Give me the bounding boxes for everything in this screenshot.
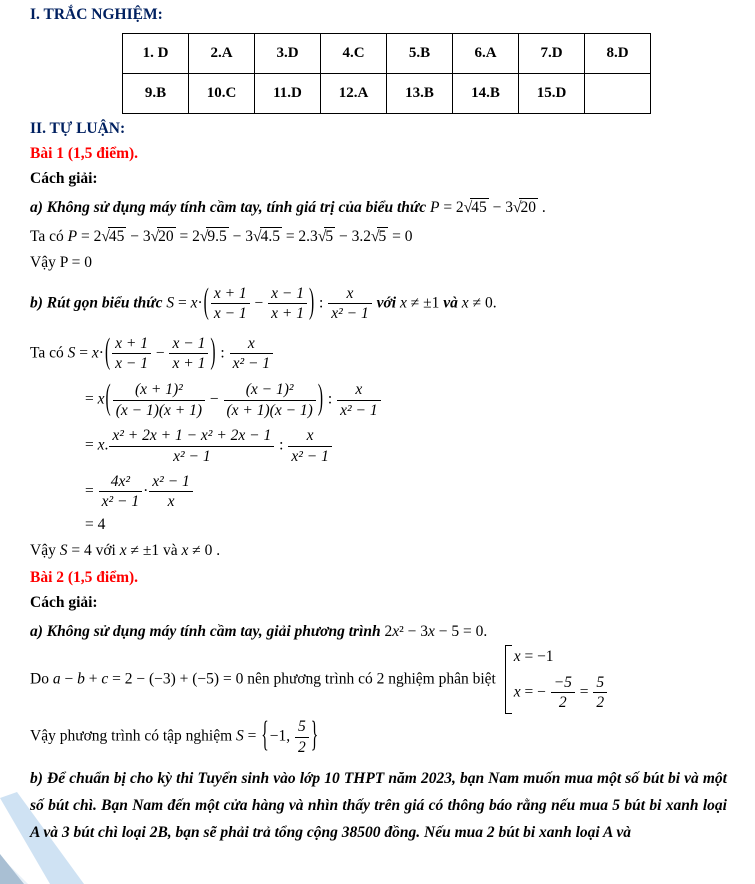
math-token: [253, 228, 282, 245]
math-token: ≠ ±1: [406, 294, 444, 312]
math-token: x: [513, 647, 521, 665]
problem-2a-conclusion: [30, 718, 727, 756]
math-token: (x + 1)(x − 1): [226, 401, 313, 419]
math-token: −: [60, 670, 78, 688]
math-token: x + 1: [112, 335, 151, 354]
answer-cell: [585, 74, 651, 114]
math-token: {: [261, 716, 269, 756]
math-token: (: [203, 282, 209, 322]
math-token: 20: [158, 228, 174, 245]
problem-1a-conclusion: [30, 254, 727, 272]
problem-1a-solution: [30, 228, 727, 246]
math-token: b: [77, 670, 85, 688]
math-token: x: [288, 427, 332, 446]
math-token: [151, 228, 176, 245]
problem-2-method-label: Cách giải:: [30, 593, 98, 611]
math-token: Vậy P = 0: [30, 254, 92, 271]
math-token: [210, 285, 251, 323]
answer-cell: 7.D: [519, 34, 585, 74]
math-token: ≠ 0 .: [188, 541, 221, 559]
math-token: (: [105, 379, 111, 419]
math-token: ): [317, 379, 324, 419]
math-token: √: [463, 199, 472, 216]
math-token: +: [84, 670, 102, 688]
math-token: =: [85, 436, 98, 454]
math-token: và: [443, 294, 462, 312]
math-token: − 3.2: [335, 228, 371, 245]
math-token: ): [309, 282, 315, 322]
math-token: [550, 674, 576, 712]
answer-cell: 2.A: [189, 34, 255, 74]
math-token: a) Không sử dụng máy tính cầm tay, tính giá trị của biểu thức: [30, 199, 430, 216]
math-token: [108, 427, 275, 465]
math-token: [318, 228, 335, 245]
math-token: x + 1: [211, 285, 250, 304]
math-token: x − 1: [268, 285, 307, 304]
math-token: 4x²: [99, 473, 143, 492]
math-token: x: [167, 493, 175, 511]
math-token: [112, 381, 206, 419]
math-token: = 4: [85, 515, 106, 533]
math-token: [229, 335, 275, 373]
problem-1-method-label: Cách giải:: [30, 170, 98, 187]
math-token: [200, 228, 229, 245]
answer-cell: 4.C: [321, 34, 387, 74]
math-token: Ta có: [30, 228, 68, 245]
math-token: ): [210, 332, 216, 372]
problem-1b-step-2: [85, 427, 727, 465]
problem-2-title: Bài 2 (1,5 điểm).: [30, 568, 139, 586]
math-token: −5: [551, 674, 575, 693]
math-token: 4.5: [260, 228, 280, 245]
math-token: [223, 381, 317, 419]
math-token: a: [52, 670, 61, 688]
problem-1b-step-3: [85, 473, 727, 511]
math-token: x² − 1: [173, 447, 211, 465]
math-token: }: [310, 716, 319, 756]
math-token: √: [253, 228, 261, 245]
math-token: √: [512, 199, 521, 216]
answer-cell: 6.A: [453, 34, 519, 74]
math-token: =: [575, 683, 593, 701]
math-token: 45: [471, 199, 487, 216]
math-token: b) Rút gọn biểu thức: [30, 294, 167, 312]
answer-cell: 15.D: [519, 74, 585, 114]
math-token: .: [104, 436, 109, 454]
math-token: [336, 381, 382, 419]
math-token: ≠ ±1 và: [126, 541, 182, 559]
math-token: 2: [384, 622, 393, 640]
math-token: x² − 1: [340, 401, 378, 419]
math-token: √: [199, 228, 208, 245]
math-token: (x − 1)²: [224, 381, 316, 400]
math-token: S: [67, 344, 76, 362]
math-token: x: [91, 344, 99, 362]
math-token: = −: [520, 683, 550, 701]
math-token: x: [230, 335, 274, 354]
math-token: [267, 285, 308, 323]
problem-2b-statement: b) Để chuẩn bị cho kỳ thi Tuyển sinh vào lớp 10 THPT năm 2023, bạn Nam muốn mua một số bút bi và một số bút chì. Bạn Nam đến một cửa hàng và nhìn thấy trên giá có thông báo rằng nếu mua 5 bút bi xanh loại A và 3 bút chì loại 2B, bạn sẽ phải trả tổng cộng 38500 đồng. Nếu mua 2 bút bi xanh loại A và: [30, 770, 727, 842]
answer-cell: 14.B: [453, 74, 519, 114]
math-token: ≠ 0.: [468, 294, 497, 312]
math-token: − 5 = 0.: [434, 622, 488, 640]
math-token: 2: [596, 693, 605, 711]
answer-cell: 1. D: [123, 34, 189, 74]
math-token: Do: [30, 670, 53, 688]
math-token: 5: [378, 228, 387, 245]
math-token: [294, 718, 310, 756]
math-token: 2: [297, 738, 306, 756]
problem-1b-conclusion: [30, 542, 727, 560]
section-1-heading: I. TRẮC NGHIỆM:: [30, 6, 163, 23]
answer-table: [122, 33, 651, 114]
math-token: x: [181, 541, 189, 559]
math-token: x² − 1: [331, 305, 369, 323]
math-token: =: [85, 390, 98, 408]
math-token: x: [97, 390, 105, 408]
math-token: [505, 645, 608, 715]
math-token: .: [537, 199, 546, 216]
math-token: :: [315, 294, 328, 312]
math-token: √: [150, 228, 159, 245]
math-token: Vậy phương trình có tập nghiệm: [30, 727, 237, 745]
math-token: − 3: [126, 228, 151, 245]
math-token: −1,: [269, 727, 294, 745]
math-token: ·: [197, 294, 203, 312]
math-token: :: [216, 344, 229, 362]
math-token: x² − 1: [291, 447, 329, 465]
problem-1b-statement: [30, 282, 727, 323]
math-token: S: [166, 294, 175, 312]
math-token: = 0: [388, 228, 413, 245]
math-token: với: [372, 294, 400, 312]
math-token: =: [75, 344, 92, 362]
math-token: = 2 − (−3) + (−5) = 0 nên phương trình có 2 nghiệm phân biệt: [108, 670, 500, 688]
math-token: x + 1: [172, 355, 206, 373]
math-token: [98, 473, 144, 511]
math-token: − 3: [488, 199, 513, 216]
math-token: (x + 1)²: [113, 381, 205, 400]
math-token: 5: [325, 228, 334, 245]
math-token: 5: [295, 718, 309, 737]
math-token: x: [428, 622, 435, 640]
math-token: = 2: [77, 228, 102, 245]
math-token: ·: [98, 344, 104, 362]
answer-table-row: [123, 74, 651, 114]
answer-cell: 8.D: [585, 34, 651, 74]
math-token: ·: [143, 482, 149, 500]
math-token: √: [317, 228, 326, 245]
math-token: x² − 1: [232, 355, 271, 373]
math-token: S: [236, 727, 244, 745]
math-token: x: [400, 294, 407, 312]
math-token: [148, 473, 194, 511]
problem-2a-solution: [30, 645, 727, 715]
math-token: c: [101, 670, 109, 688]
answer-cell: 3.D: [255, 34, 321, 74]
math-token: [287, 427, 333, 465]
math-token: :: [275, 436, 288, 454]
answer-cell: 11.D: [255, 74, 321, 114]
math-token: 5: [593, 674, 607, 693]
math-token: =: [243, 727, 261, 745]
math-token: [168, 335, 209, 373]
math-token: S: [59, 541, 68, 559]
answer-cell: 13.B: [387, 74, 453, 114]
math-token: −: [250, 294, 268, 312]
math-token: x: [513, 683, 521, 701]
math-token: x + 1: [271, 305, 304, 323]
math-token: 9.5: [207, 228, 227, 245]
answer-cell: 5.B: [387, 34, 453, 74]
math-token: x: [190, 294, 198, 312]
math-token: −: [151, 344, 169, 362]
math-token: (x − 1)(x + 1): [115, 401, 203, 419]
problem-1b-solution-start: [30, 332, 727, 373]
problem-1-title: Bài 1 (1,5 điểm).: [30, 145, 139, 162]
math-token: [514, 648, 608, 666]
math-token: x: [328, 285, 372, 304]
math-token: x − 1: [169, 335, 208, 354]
math-token: [327, 285, 373, 323]
math-token: [371, 228, 388, 245]
problem-2a-statement: [30, 623, 727, 641]
answer-table-row: [123, 34, 651, 74]
math-token: x: [461, 294, 469, 312]
math-token: [514, 674, 608, 712]
math-token: x: [337, 381, 381, 400]
math-token: Ta có: [30, 344, 68, 362]
math-token: x: [119, 541, 127, 559]
math-token: =: [174, 294, 191, 312]
math-token: [111, 335, 152, 373]
math-token: [592, 674, 608, 712]
math-token: 20: [520, 199, 536, 216]
math-token: [101, 228, 126, 245]
answer-cell: 10.C: [189, 74, 255, 114]
answer-cell: 9.B: [123, 74, 189, 114]
math-token: x² − 1: [101, 493, 140, 511]
math-token: =: [85, 482, 98, 500]
problem-1b-step-4: [85, 516, 727, 534]
math-token: √: [370, 228, 379, 245]
math-token: √: [101, 228, 109, 245]
math-token: x − 1: [213, 305, 247, 323]
math-token: = 2.3: [281, 228, 318, 245]
math-token: :: [324, 390, 337, 408]
math-token: Vậy: [30, 541, 60, 559]
math-token: 2: [558, 693, 567, 711]
math-token: [513, 199, 538, 216]
math-token: x: [97, 436, 105, 454]
watermark-corner: [0, 854, 24, 884]
math-token: − 3: [228, 228, 254, 245]
math-token: −: [206, 390, 223, 408]
math-token: P: [67, 228, 78, 245]
math-token: = 4 với: [67, 541, 120, 559]
math-token: [464, 199, 489, 216]
math-token: x² + 2x + 1 − x² + 2x − 1: [109, 427, 274, 446]
math-token: a) Không sử dụng máy tính cầm tay, giải phương trình: [30, 622, 385, 640]
math-token: 45: [108, 228, 125, 245]
math-token: (: [104, 332, 111, 372]
math-token: = 2: [175, 228, 200, 245]
math-token: x² − 1: [149, 473, 193, 492]
math-token: x − 1: [115, 355, 148, 373]
math-token: = −1: [520, 647, 554, 665]
math-token: ² − 3: [399, 622, 429, 640]
math-token: = 2: [439, 199, 464, 216]
problem-1b-step-1: [85, 381, 727, 419]
math-token: x: [392, 622, 400, 640]
math-token: P: [429, 199, 440, 216]
problem-1a-statement: [30, 199, 727, 217]
section-2-heading: II. TỰ LUẬN:: [30, 120, 126, 137]
answer-cell: 12.A: [321, 74, 387, 114]
